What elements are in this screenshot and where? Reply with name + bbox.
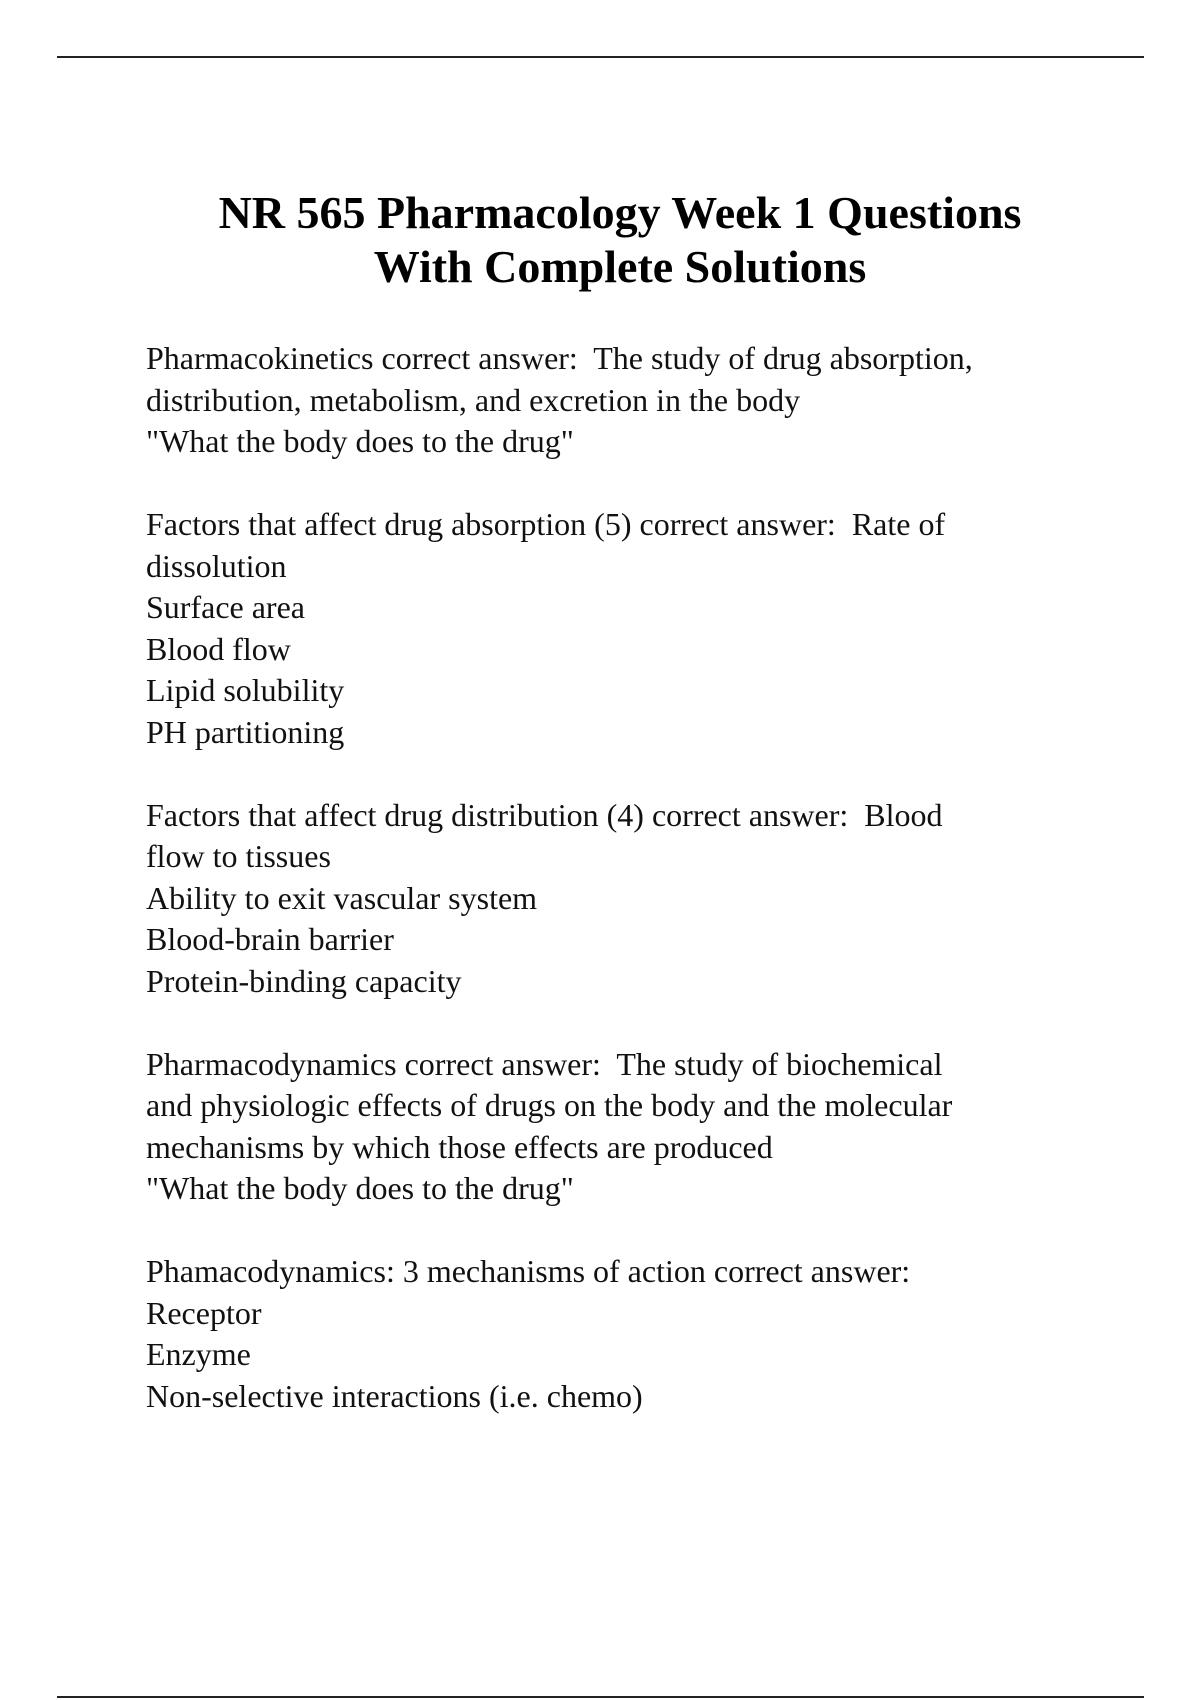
qa-answer-line: "What the body does to the drug"	[146, 1170, 574, 1206]
qa-answer-line: Protein-binding capacity	[146, 962, 462, 999]
qa-question-line: Pharmacokinetics correct answer: The study of drug absorption,	[146, 340, 973, 376]
qa-question-line: Factors that affect drug absorption (5) correct answer: Rate of	[146, 506, 946, 542]
qa-answer-line: mechanisms by which those effects are produced	[146, 1128, 773, 1165]
qa-question-line: Phamacodynamics: 3 mechanisms of action correct answer:	[146, 1253, 911, 1289]
qa-entry	[146, 795, 1146, 1003]
qa-answer-line: Surface area	[146, 589, 305, 625]
qa-entry	[146, 1044, 1146, 1210]
footer-rule	[57, 1696, 1144, 1698]
document-title	[0, 186, 1200, 294]
qa-answer-line: Blood-brain barrier	[146, 921, 394, 957]
qa-question-line: Factors that affect drug distribution (4) correct answer: Blood	[146, 796, 943, 833]
qa-answer-line: distribution, metabolism, and excretion in the body	[146, 381, 801, 418]
qa-entry	[146, 1251, 1146, 1417]
qa-answer-line: Lipid solubility	[146, 672, 345, 708]
qa-answer-line: Non-selective interactions (i.e. chemo)	[146, 1377, 643, 1414]
qa-answer-line: Receptor	[146, 1294, 262, 1331]
document-body	[146, 338, 1146, 1459]
qa-answer-line: Blood flow	[146, 630, 291, 667]
qa-answer-line: and physiologic effects of drugs on the body and the molecular	[146, 1087, 953, 1123]
title-line: With Complete Solutions	[373, 241, 867, 292]
qa-answer-line: Ability to exit vascular system	[146, 879, 538, 916]
qa-question-line: Pharmacodynamics correct answer: The study of biochemical	[146, 1045, 943, 1082]
qa-answer-line: flow to tissues	[146, 838, 331, 874]
header-rule	[57, 56, 1144, 58]
qa-entry	[146, 338, 1146, 463]
qa-answer-line: dissolution	[146, 547, 287, 584]
title-line: NR 565 Pharmacology Week 1 Questions	[218, 187, 1022, 238]
qa-answer-line: "What the body does to the drug"	[146, 423, 574, 459]
qa-entry	[146, 504, 1146, 753]
qa-answer-line: Enzyme	[146, 1336, 251, 1372]
qa-answer-line: PH partitioning	[146, 713, 345, 750]
